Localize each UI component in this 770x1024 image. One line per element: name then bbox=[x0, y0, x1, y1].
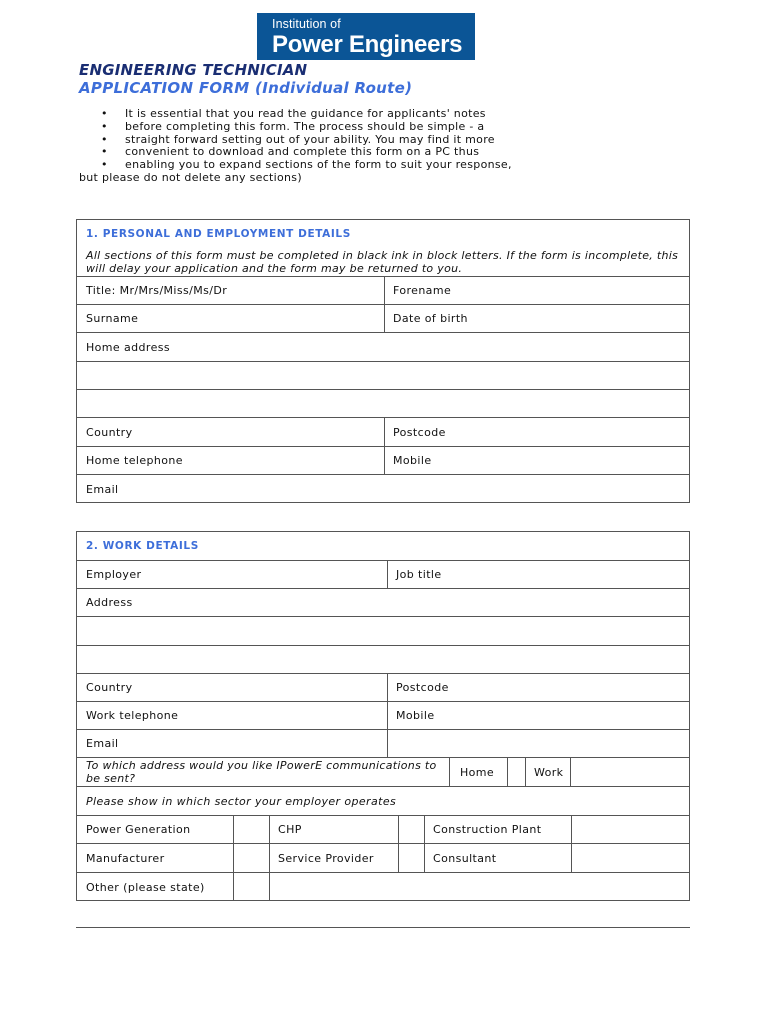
employer-field[interactable]: Employer bbox=[86, 568, 142, 581]
intro-line: • enabling you to expand sections of the form to suit your response, bbox=[79, 159, 512, 172]
sector-power-generation-label: Power Generation bbox=[86, 823, 191, 836]
work-postcode-field[interactable]: Postcode bbox=[396, 681, 449, 694]
country-postcode-row bbox=[77, 418, 689, 447]
comms-question-line2: be sent? bbox=[86, 771, 136, 785]
home-address-row bbox=[77, 333, 689, 362]
divider bbox=[449, 758, 450, 786]
sector-manufacturer-label: Manufacturer bbox=[86, 851, 165, 865]
sector-manufacturer-checkbox[interactable] bbox=[233, 844, 269, 872]
home-option-label: Home bbox=[460, 765, 495, 779]
sector-consultant-checkbox[interactable] bbox=[571, 844, 689, 872]
work-email-row bbox=[77, 730, 689, 758]
home-address-line3[interactable] bbox=[77, 390, 689, 418]
surname-field[interactable]: Surname bbox=[86, 312, 139, 325]
comms-question-line1: To which address would you like IPowerE communications to bbox=[86, 759, 437, 772]
home-option-checkbox[interactable] bbox=[507, 758, 525, 786]
sector-chp-label: CHP bbox=[278, 823, 302, 836]
section1-heading-row bbox=[77, 220, 689, 248]
sector-other-input[interactable] bbox=[269, 873, 689, 901]
logo-line1: Institution of bbox=[272, 17, 341, 31]
sector-other-checkbox[interactable] bbox=[233, 873, 269, 901]
intro-line: • straight forward setting out of your ability. You may find it more bbox=[79, 134, 512, 147]
email-row bbox=[77, 475, 689, 503]
work-telephone-field[interactable]: Work telephone bbox=[86, 709, 179, 722]
form-title: ENGINEERING TECHNICIAN bbox=[79, 61, 308, 79]
email-field[interactable]: Email bbox=[86, 482, 119, 496]
sector-row-2 bbox=[77, 844, 689, 873]
sector-row-3 bbox=[77, 873, 689, 901]
work-address-row bbox=[77, 589, 689, 617]
section1-note bbox=[77, 248, 689, 275]
section1-heading: 1. PERSONAL AND EMPLOYMENT DETAILS bbox=[86, 228, 351, 240]
work-address-line3[interactable] bbox=[77, 646, 689, 674]
sector-prompt: Please show in which sector your employer operates bbox=[86, 794, 397, 808]
section1-note-line2: will delay your application and the form may be returned to you. bbox=[86, 261, 463, 275]
divider bbox=[387, 730, 388, 757]
intro-line-last: but please do not delete any sections) bbox=[79, 170, 302, 184]
employer-jobtitle-row bbox=[77, 561, 689, 589]
intro-notes bbox=[79, 108, 512, 185]
personal-details-section bbox=[76, 219, 690, 503]
section2-heading: 2. WORK DETAILS bbox=[86, 540, 199, 552]
title-forename-row bbox=[77, 277, 689, 305]
work-address-field[interactable]: Address bbox=[86, 596, 133, 609]
home-address-line2[interactable] bbox=[77, 362, 689, 390]
postcode-field[interactable]: Postcode bbox=[393, 425, 446, 439]
work-mobile-field[interactable]: Mobile bbox=[396, 709, 435, 722]
form-subtitle: APPLICATION FORM (Individual Route) bbox=[79, 79, 413, 97]
sector-prompt-row bbox=[77, 787, 689, 816]
sector-chp-checkbox[interactable] bbox=[398, 816, 424, 843]
work-country-field[interactable]: Country bbox=[86, 681, 133, 694]
comms-question bbox=[77, 758, 449, 785]
surname-dob-row bbox=[77, 305, 689, 333]
home-telephone-field[interactable]: Home telephone bbox=[86, 454, 183, 467]
work-country-postcode-row bbox=[77, 674, 689, 702]
job-title-field[interactable]: Job title bbox=[396, 568, 442, 581]
sector-construction-label: Construction Plant bbox=[433, 823, 542, 836]
logo-line2: Power Engineers bbox=[272, 31, 463, 58]
comms-address-row bbox=[77, 758, 689, 787]
section1-note-row bbox=[77, 248, 689, 277]
work-email-field[interactable]: Email bbox=[86, 737, 119, 750]
sector-power-generation-checkbox[interactable] bbox=[233, 816, 269, 843]
work-option-checkbox[interactable] bbox=[570, 758, 689, 786]
sector-consultant-label: Consultant bbox=[433, 851, 497, 865]
work-tel-mobile-row bbox=[77, 702, 689, 730]
sector-service-provider-checkbox[interactable] bbox=[398, 844, 424, 872]
ipowere-logo bbox=[257, 13, 475, 60]
sector-row-1 bbox=[77, 816, 689, 844]
home-tel-mobile-row bbox=[77, 447, 689, 475]
work-address-line2[interactable] bbox=[77, 617, 689, 646]
section1-note-line1: All sections of this form must be completed in black ink in block letters. If the form is incomplete, this bbox=[86, 249, 679, 262]
sector-other-label: Other (please state) bbox=[86, 880, 205, 894]
work-details-section bbox=[76, 531, 690, 901]
title-field[interactable]: Title: Mr/Mrs/Miss/Ms/Dr bbox=[86, 284, 228, 297]
footer-rule bbox=[76, 927, 690, 928]
mobile-field[interactable]: Mobile bbox=[393, 454, 432, 467]
sector-service-provider-label: Service Provider bbox=[278, 851, 374, 865]
dob-field[interactable]: Date of birth bbox=[393, 312, 468, 325]
forename-field[interactable]: Forename bbox=[393, 284, 452, 297]
country-field[interactable]: Country bbox=[86, 425, 133, 439]
sector-construction-checkbox[interactable] bbox=[571, 816, 689, 843]
intro-line: • convenient to download and complete this form on a PC thus bbox=[79, 146, 512, 159]
section2-heading-row bbox=[77, 532, 689, 561]
intro-line: • It is essential that you read the guidance for applicants' notes bbox=[79, 108, 512, 121]
home-address-field[interactable]: Home address bbox=[86, 340, 170, 354]
intro-line: • before completing this form. The process should be simple - a bbox=[79, 121, 512, 134]
work-option-label: Work bbox=[534, 765, 564, 779]
